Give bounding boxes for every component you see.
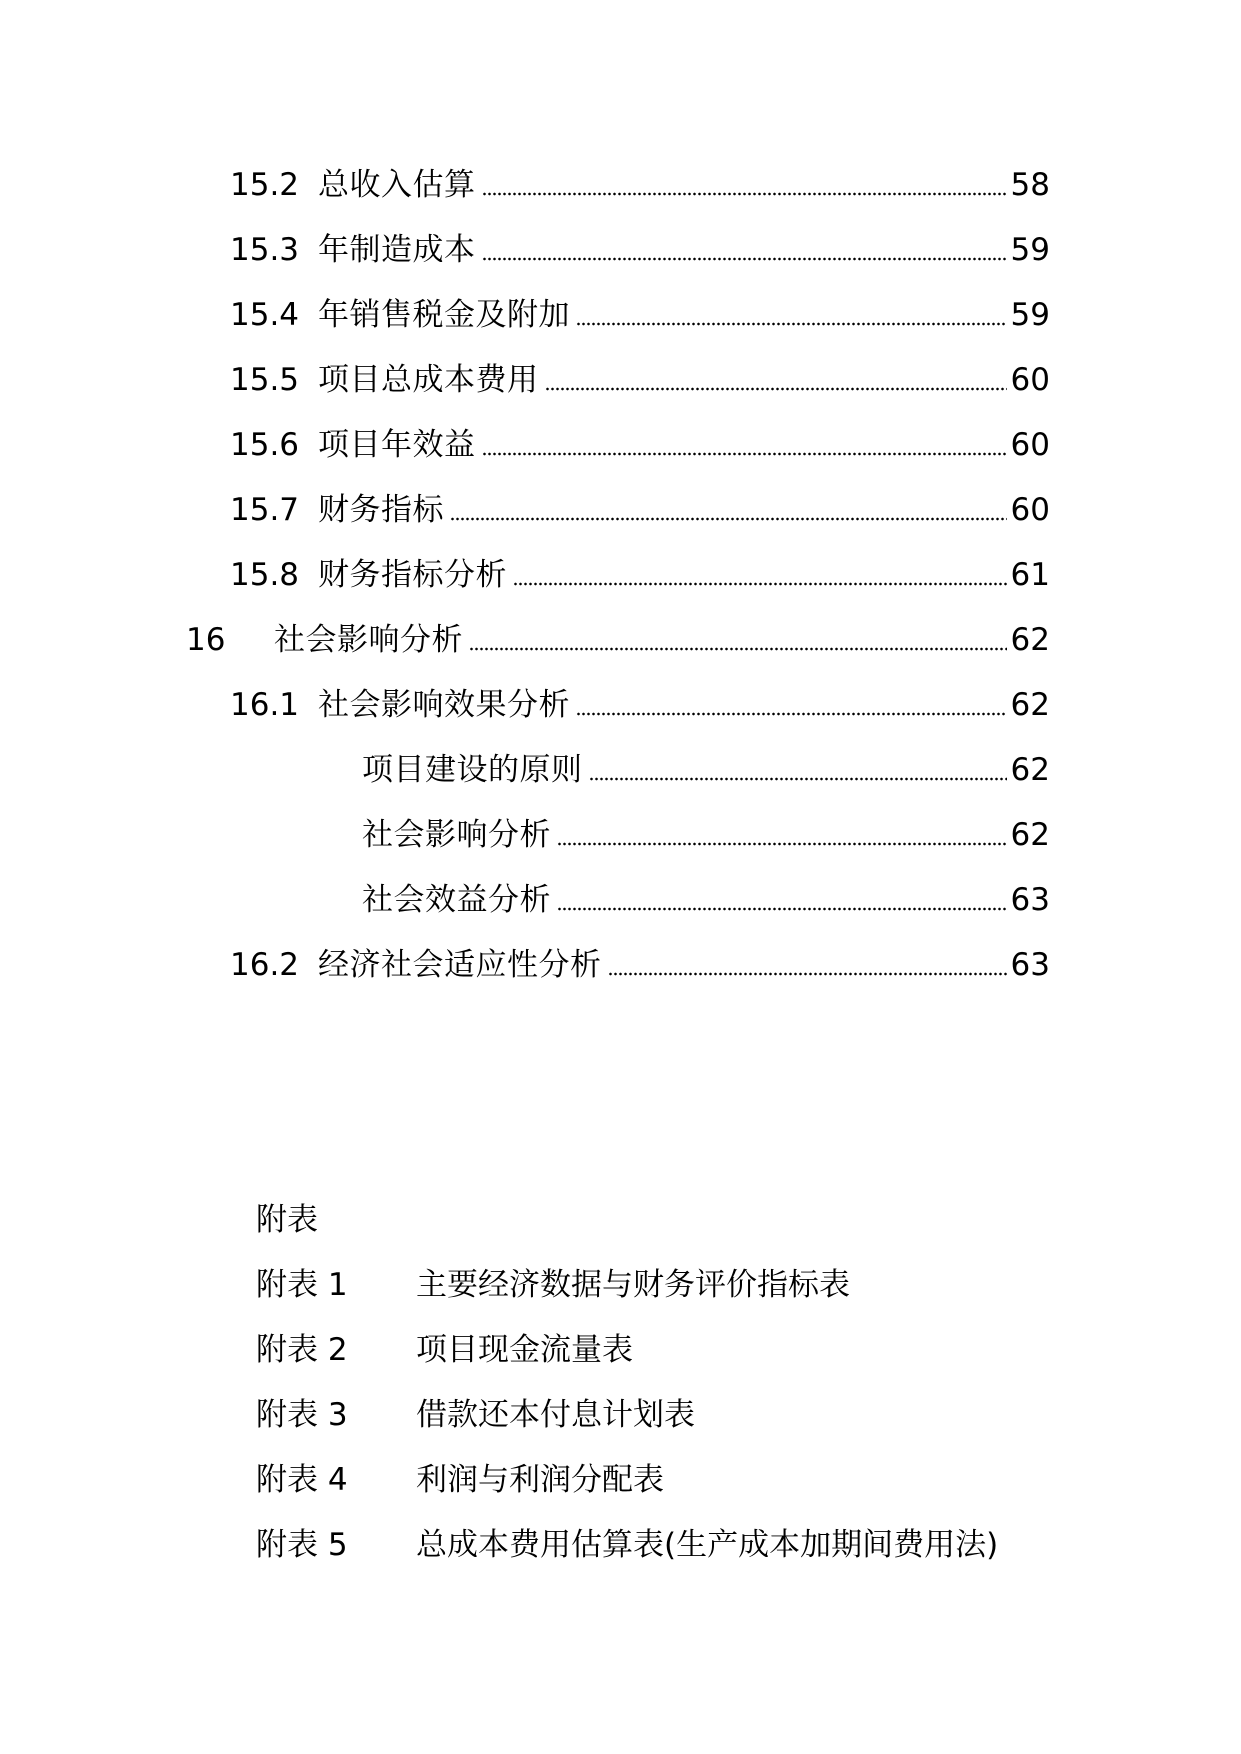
toc-entry-page: 59 — [1010, 297, 1050, 333]
toc-entry-page: 62 — [1010, 687, 1050, 723]
toc-entry-number: 15.7 — [230, 492, 300, 528]
toc-dot-leader — [576, 712, 1007, 716]
toc-entry-16-1-sub-2[interactable] — [362, 810, 1050, 860]
appendix-item-label: 附表 1 — [256, 1267, 348, 1303]
toc-entry-page: 63 — [1010, 947, 1050, 983]
toc-entry-title: 社会效益分析 — [362, 882, 551, 918]
toc-entry-title: 年销售税金及附加 — [318, 297, 570, 333]
appendix-item-4 — [256, 1455, 664, 1505]
toc-entry-number: 16 — [186, 622, 226, 658]
toc-dot-leader — [576, 322, 1007, 326]
toc-dot-leader — [469, 647, 1007, 651]
toc-entry-title: 财务指标 — [318, 492, 444, 528]
toc-entry-15-3[interactable] — [230, 225, 1050, 275]
toc-dot-leader — [482, 452, 1007, 456]
toc-entry-page: 60 — [1010, 492, 1050, 528]
toc-dot-leader — [589, 777, 1007, 781]
toc-entry-page: 62 — [1010, 817, 1050, 853]
toc-entry-title: 社会影响分析 — [362, 817, 551, 853]
toc-dot-leader — [482, 192, 1007, 196]
toc-entry-page: 58 — [1010, 167, 1050, 203]
toc-dot-leader — [450, 517, 1007, 521]
toc-entry-number: 15.5 — [230, 362, 300, 398]
toc-dot-leader — [513, 582, 1007, 586]
toc-entry-title: 社会影响效果分析 — [318, 687, 570, 723]
toc-entry-15-6[interactable] — [230, 420, 1050, 470]
toc-entry-16-1-sub-3[interactable] — [362, 875, 1050, 925]
toc-entry-16-1[interactable] — [230, 680, 1050, 730]
appendix-item-3 — [256, 1390, 695, 1440]
toc-entry-number: 16.1 — [230, 687, 300, 723]
toc-entry-15-5[interactable] — [230, 355, 1050, 405]
appendix-item-title: 项目现金流量表 — [416, 1332, 633, 1368]
toc-entry-page: 60 — [1010, 427, 1050, 463]
toc-entry-number: 16.2 — [230, 947, 300, 983]
toc-entry-16-2[interactable] — [230, 940, 1050, 990]
toc-entry-page: 63 — [1010, 882, 1050, 918]
toc-entry-page: 62 — [1010, 752, 1050, 788]
toc-entry-number: 15.2 — [230, 167, 300, 203]
toc-entry-15-8[interactable] — [230, 550, 1050, 600]
toc-entry-15-7[interactable] — [230, 485, 1050, 535]
toc-entry-page: 59 — [1010, 232, 1050, 268]
toc-dot-leader — [557, 842, 1007, 846]
toc-dot-leader — [608, 972, 1007, 976]
appendix-item-2 — [256, 1325, 633, 1375]
toc-entry-title: 项目年效益 — [318, 427, 476, 463]
appendix-item-title: 利润与利润分配表 — [416, 1462, 664, 1498]
toc-entry-title: 经济社会适应性分析 — [318, 947, 602, 983]
appendix-item-5 — [256, 1520, 998, 1570]
appendix-item-1 — [256, 1260, 850, 1310]
toc-entry-title: 年制造成本 — [318, 232, 476, 268]
appendix-heading: 附表 — [256, 1202, 318, 1238]
toc-entry-16-1-sub-1[interactable] — [362, 745, 1050, 795]
toc-dot-leader — [482, 257, 1007, 261]
toc-entry-title: 财务指标分析 — [318, 557, 507, 593]
toc-entry-15-4[interactable] — [230, 290, 1050, 340]
toc-dot-leader — [545, 387, 1007, 391]
appendix-item-label: 附表 2 — [256, 1332, 348, 1368]
appendix-item-label: 附表 3 — [256, 1397, 348, 1433]
toc-entry-16[interactable] — [186, 615, 1050, 665]
appendix-item-label: 附表 5 — [256, 1527, 348, 1563]
toc-entry-page: 62 — [1010, 622, 1050, 658]
toc-entry-number: 15.4 — [230, 297, 300, 333]
toc-entry-title: 社会影响分析 — [274, 622, 463, 658]
toc-entry-number: 15.3 — [230, 232, 300, 268]
toc-entry-page: 60 — [1010, 362, 1050, 398]
toc-entry-number: 15.8 — [230, 557, 300, 593]
appendix-item-title: 总成本费用估算表(生产成本加期间费用法) — [416, 1527, 999, 1563]
toc-entry-15-2[interactable] — [230, 160, 1050, 210]
appendix-item-title: 主要经济数据与财务评价指标表 — [416, 1267, 850, 1303]
toc-entry-number: 15.6 — [230, 427, 300, 463]
toc-entry-title: 项目总成本费用 — [318, 362, 539, 398]
toc-dot-leader — [557, 907, 1007, 911]
toc-entry-title: 项目建设的原则 — [362, 752, 583, 788]
appendix-item-label: 附表 4 — [256, 1462, 348, 1498]
toc-entry-title: 总收入估算 — [318, 167, 476, 203]
appendix-item-title: 借款还本付息计划表 — [416, 1397, 695, 1433]
toc-entry-page: 61 — [1010, 557, 1050, 593]
